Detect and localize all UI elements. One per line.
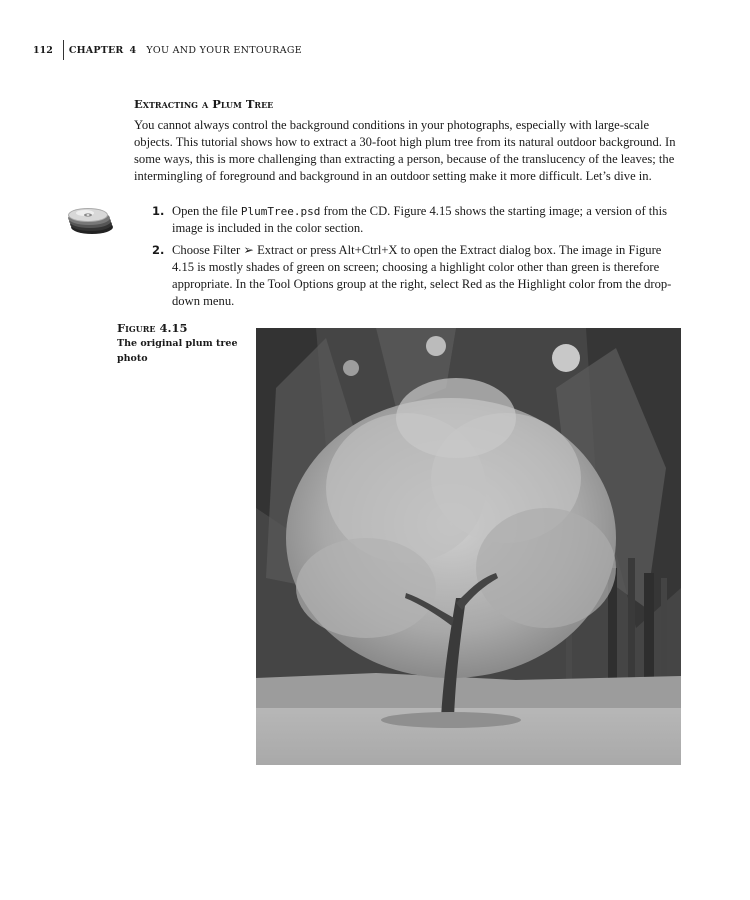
filename: PlumTree.psd bbox=[240, 205, 321, 218]
cd-icon bbox=[67, 201, 115, 237]
header-divider bbox=[63, 40, 64, 60]
figure-caption bbox=[117, 321, 247, 366]
running-header bbox=[33, 40, 302, 60]
figure-caption-text: The original plum tree photo bbox=[117, 338, 238, 364]
intro-paragraph: You cannot always control the background conditions in your photographs, especially with large-scale objects. This tutorial shows how to extract a 30-foot high plum tree from its natural outdoor background. In some ways, this is more challenging than extracting a person, because of the translucency of the leaves; the intermingling of foreground and background in an outdoor setting make it more difficult. Let’s dive in. bbox=[134, 118, 676, 184]
step-text: Choose Filter ➢ Extract or press Alt+Ctrl+X to open the Extract dialog box. The image in Figure 4.15 is mostly shades of green on screen; choosing a highlight color other than green is therefore appropriate. In the Tool Options group at the right, select Red as the Highlight color from the drop-down menu. bbox=[172, 243, 672, 309]
chapter-label bbox=[69, 45, 136, 56]
step-text-part: Open the file bbox=[172, 204, 241, 218]
step-2 bbox=[152, 242, 682, 310]
chapter-number: 4 bbox=[129, 44, 137, 56]
step-text-part: from the CD. Figure 4.15 shows the starting image; a version of this image is included in the color section. bbox=[172, 204, 668, 236]
figure-label: Figure 4.15 bbox=[117, 321, 188, 335]
step-text bbox=[172, 203, 682, 237]
step-1 bbox=[152, 203, 682, 237]
section-heading: Extracting a Plum Tree bbox=[134, 97, 274, 111]
chapter-word: CHAPTER bbox=[68, 44, 124, 56]
step-number: 1. bbox=[152, 204, 165, 218]
plum-tree-photo bbox=[256, 328, 681, 765]
step-number: 2. bbox=[152, 243, 165, 257]
page-number: 112 bbox=[33, 44, 53, 56]
chapter-title: YOU AND YOUR ENTOURAGE bbox=[146, 44, 302, 56]
